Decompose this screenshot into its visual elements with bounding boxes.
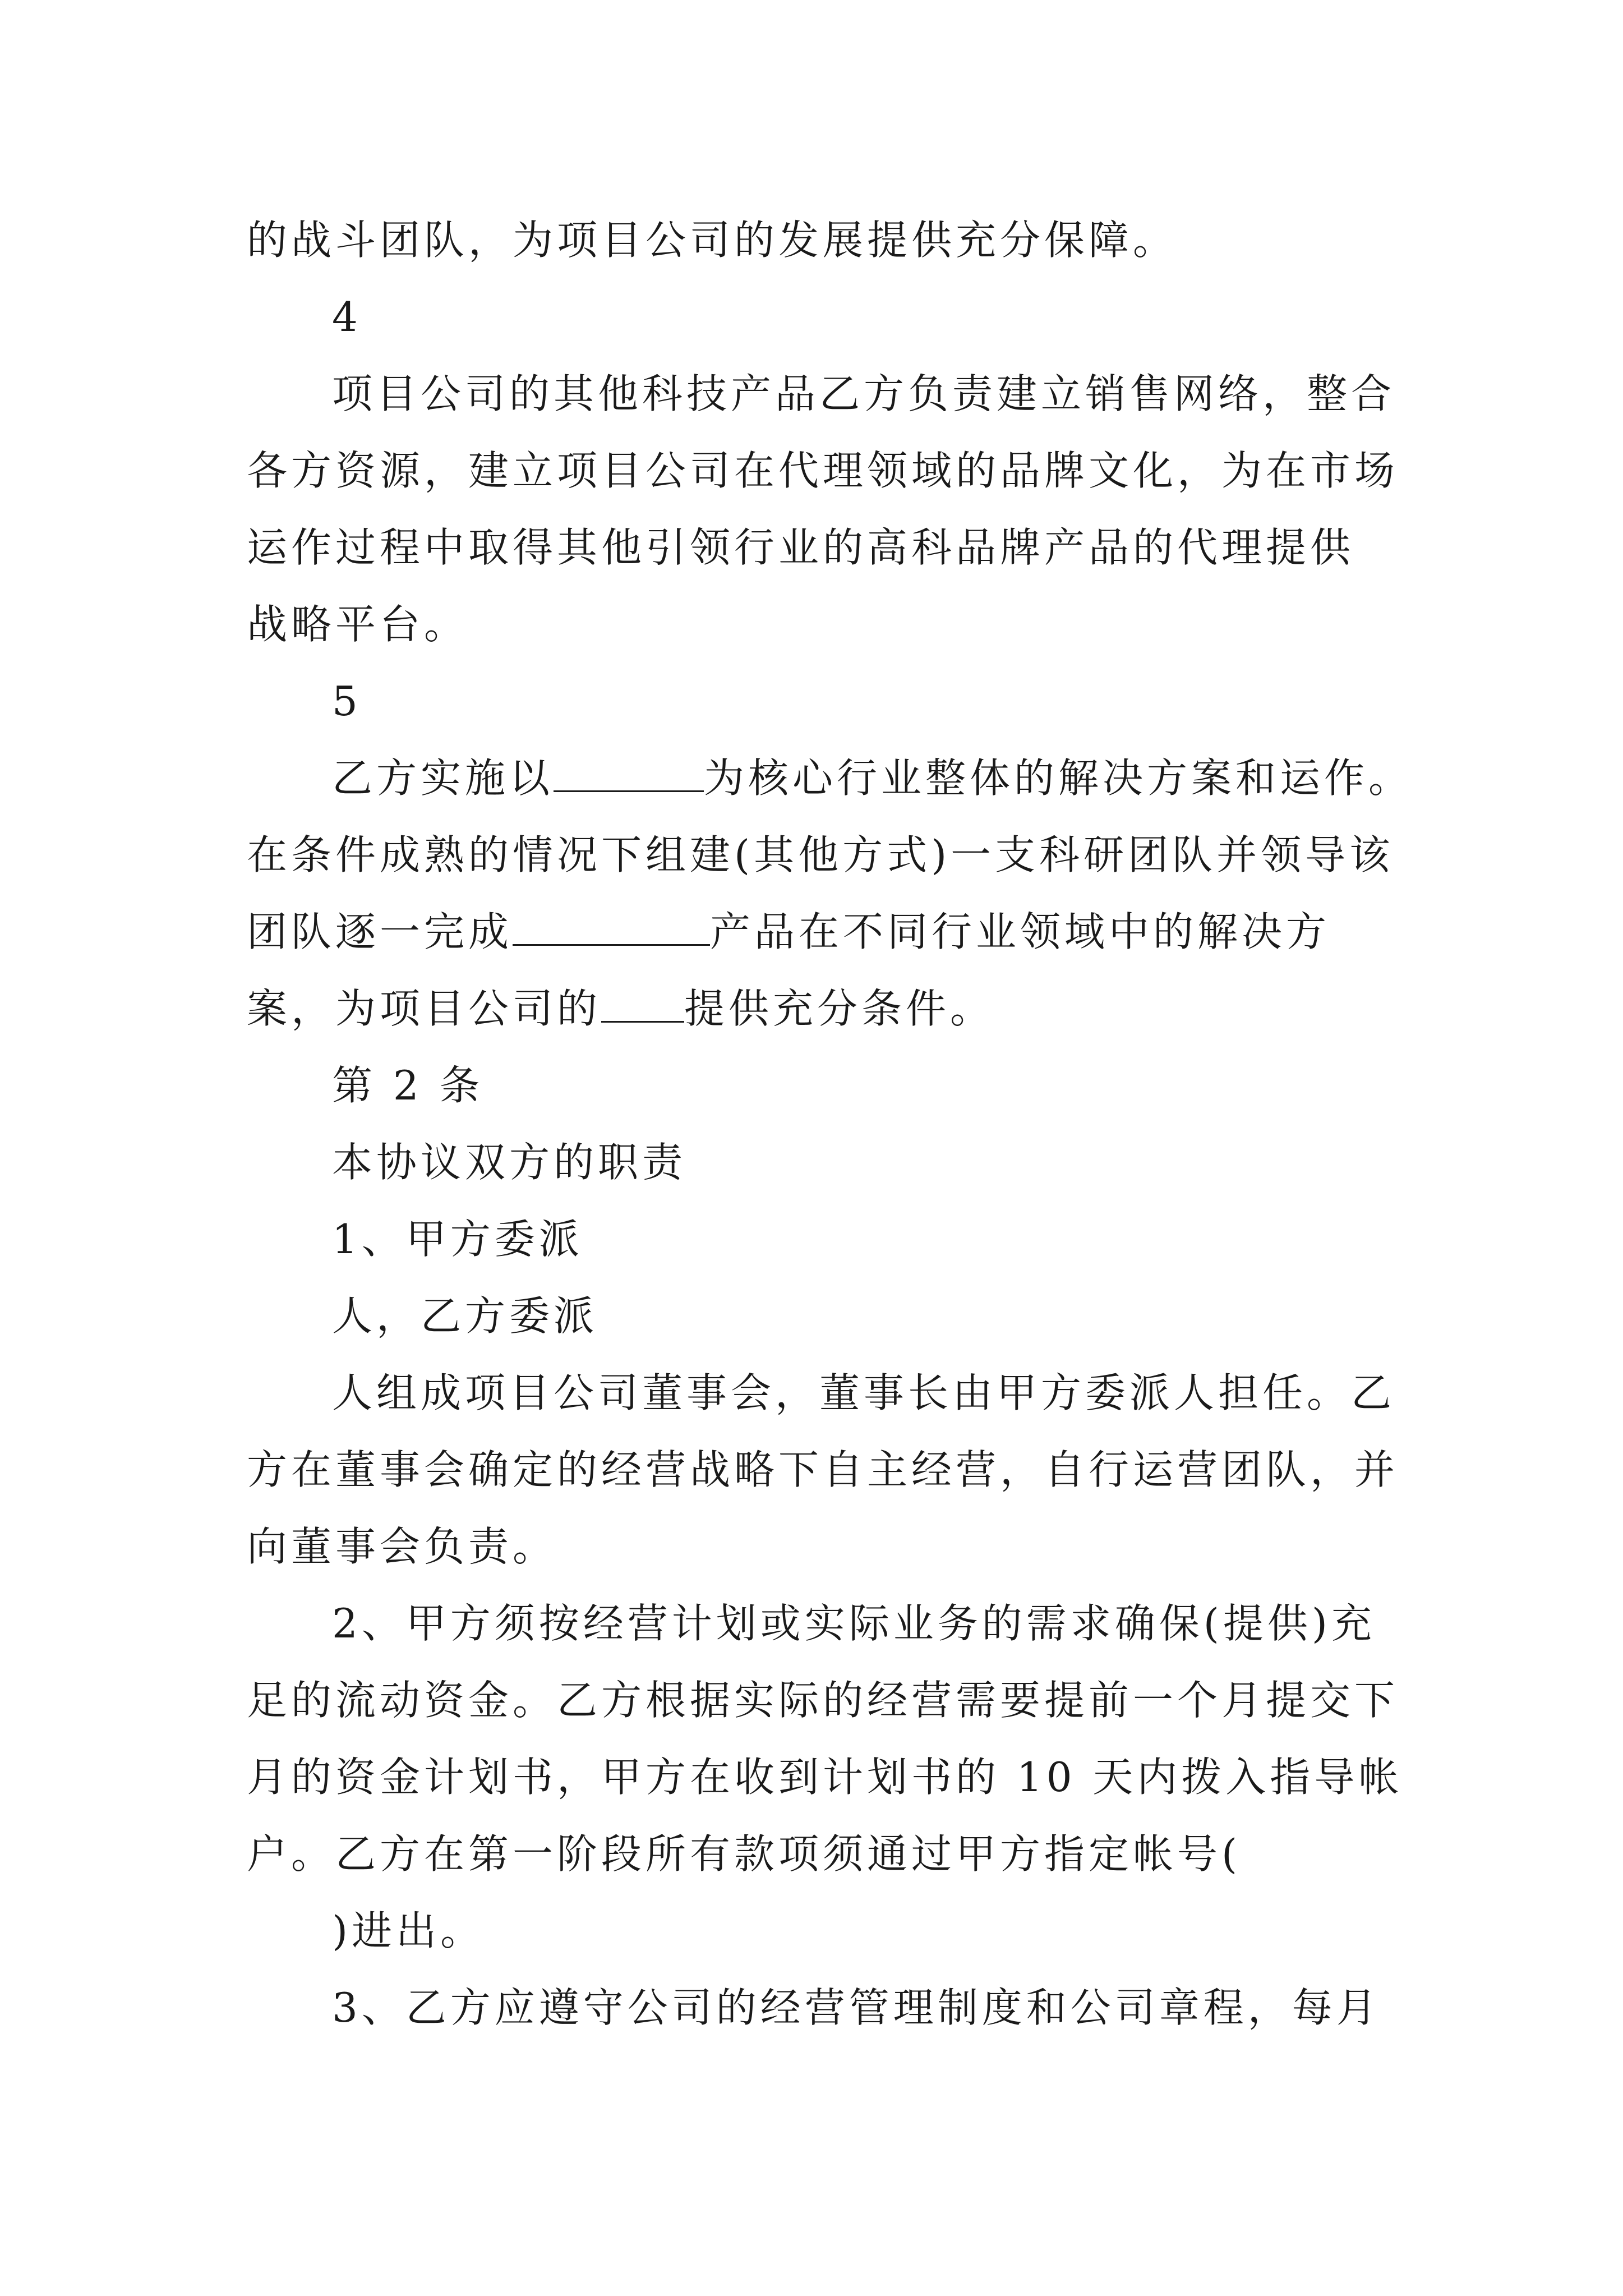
text-fragment: 案，为项目公司的 [247,985,602,1032]
text-line [247,970,1396,1047]
text-line: 项目公司的其他科技产品乙方负责建立销售网络，整合 [332,370,1396,417]
text-line: 人组成项目公司董事会，董事长由甲方委派人担任。乙 [332,1369,1396,1416]
text-line: 月的资金计划书，甲方在收到计划书的 10 天内拨入指导帐 [247,1754,1403,1801]
blank-underline [601,986,684,1023]
text-line: 的战斗团队，为项目公司的发展提供充分保障。 [247,217,1178,264]
text-line: 2、甲方须按经营计划或实际业务的需求确保(提供)充 [332,1600,1376,1647]
text-line: 人，乙方委派 [332,1292,598,1340]
text-line: 户。乙方在第一阶段所有款项须通过甲方指定帐号( [247,1830,1242,1878]
text-fragment: 为核心行业整体的解决方案和运作。 [704,754,1413,802]
text-line: 各方资源，建立项目公司在代理领域的品牌文化，为在市场 [247,447,1399,494]
text-line: 足的流动资金。乙方根据实际的经营需要提前一个月提交下 [247,1677,1399,1724]
text-line: 方在董事会确定的经营战略下自主经营，自行运营团队，并 [247,1446,1399,1493]
article-title: 本协议双方的职责 [332,1139,687,1186]
text-line: )进出。 [332,1907,485,1954]
text-fragment: 产品在不同行业领域中的解决方 [710,908,1331,955]
text-line: 在条件成熟的情况下组建(其他方式)一支科研团队并领导该 [247,831,1394,878]
item-number: 4 [332,293,362,341]
text-line: 战略平台。 [247,601,469,648]
text-fragment: 提供充分条件。 [684,985,995,1032]
blank-underline [513,909,710,946]
text-line [247,894,1396,970]
text-line: 3、乙方应遵守公司的经营管理制度和公司章程，每月 [332,1984,1381,2031]
item-number: 5 [332,678,362,725]
text-line: 1、甲方委派 [332,1216,583,1263]
text-fragment: 乙方实施以 [332,754,554,802]
document-body [247,202,1413,2046]
text-fragment: 团队逐一完成 [247,908,513,955]
text-line [247,740,1413,817]
text-line: 向董事会负责。 [247,1523,557,1570]
blank-underline [554,756,704,792]
article-heading: 第 2 条 [332,1062,484,1109]
text-line: 运作过程中取得其他引领行业的高科品牌产品的代理提供 [247,524,1355,571]
